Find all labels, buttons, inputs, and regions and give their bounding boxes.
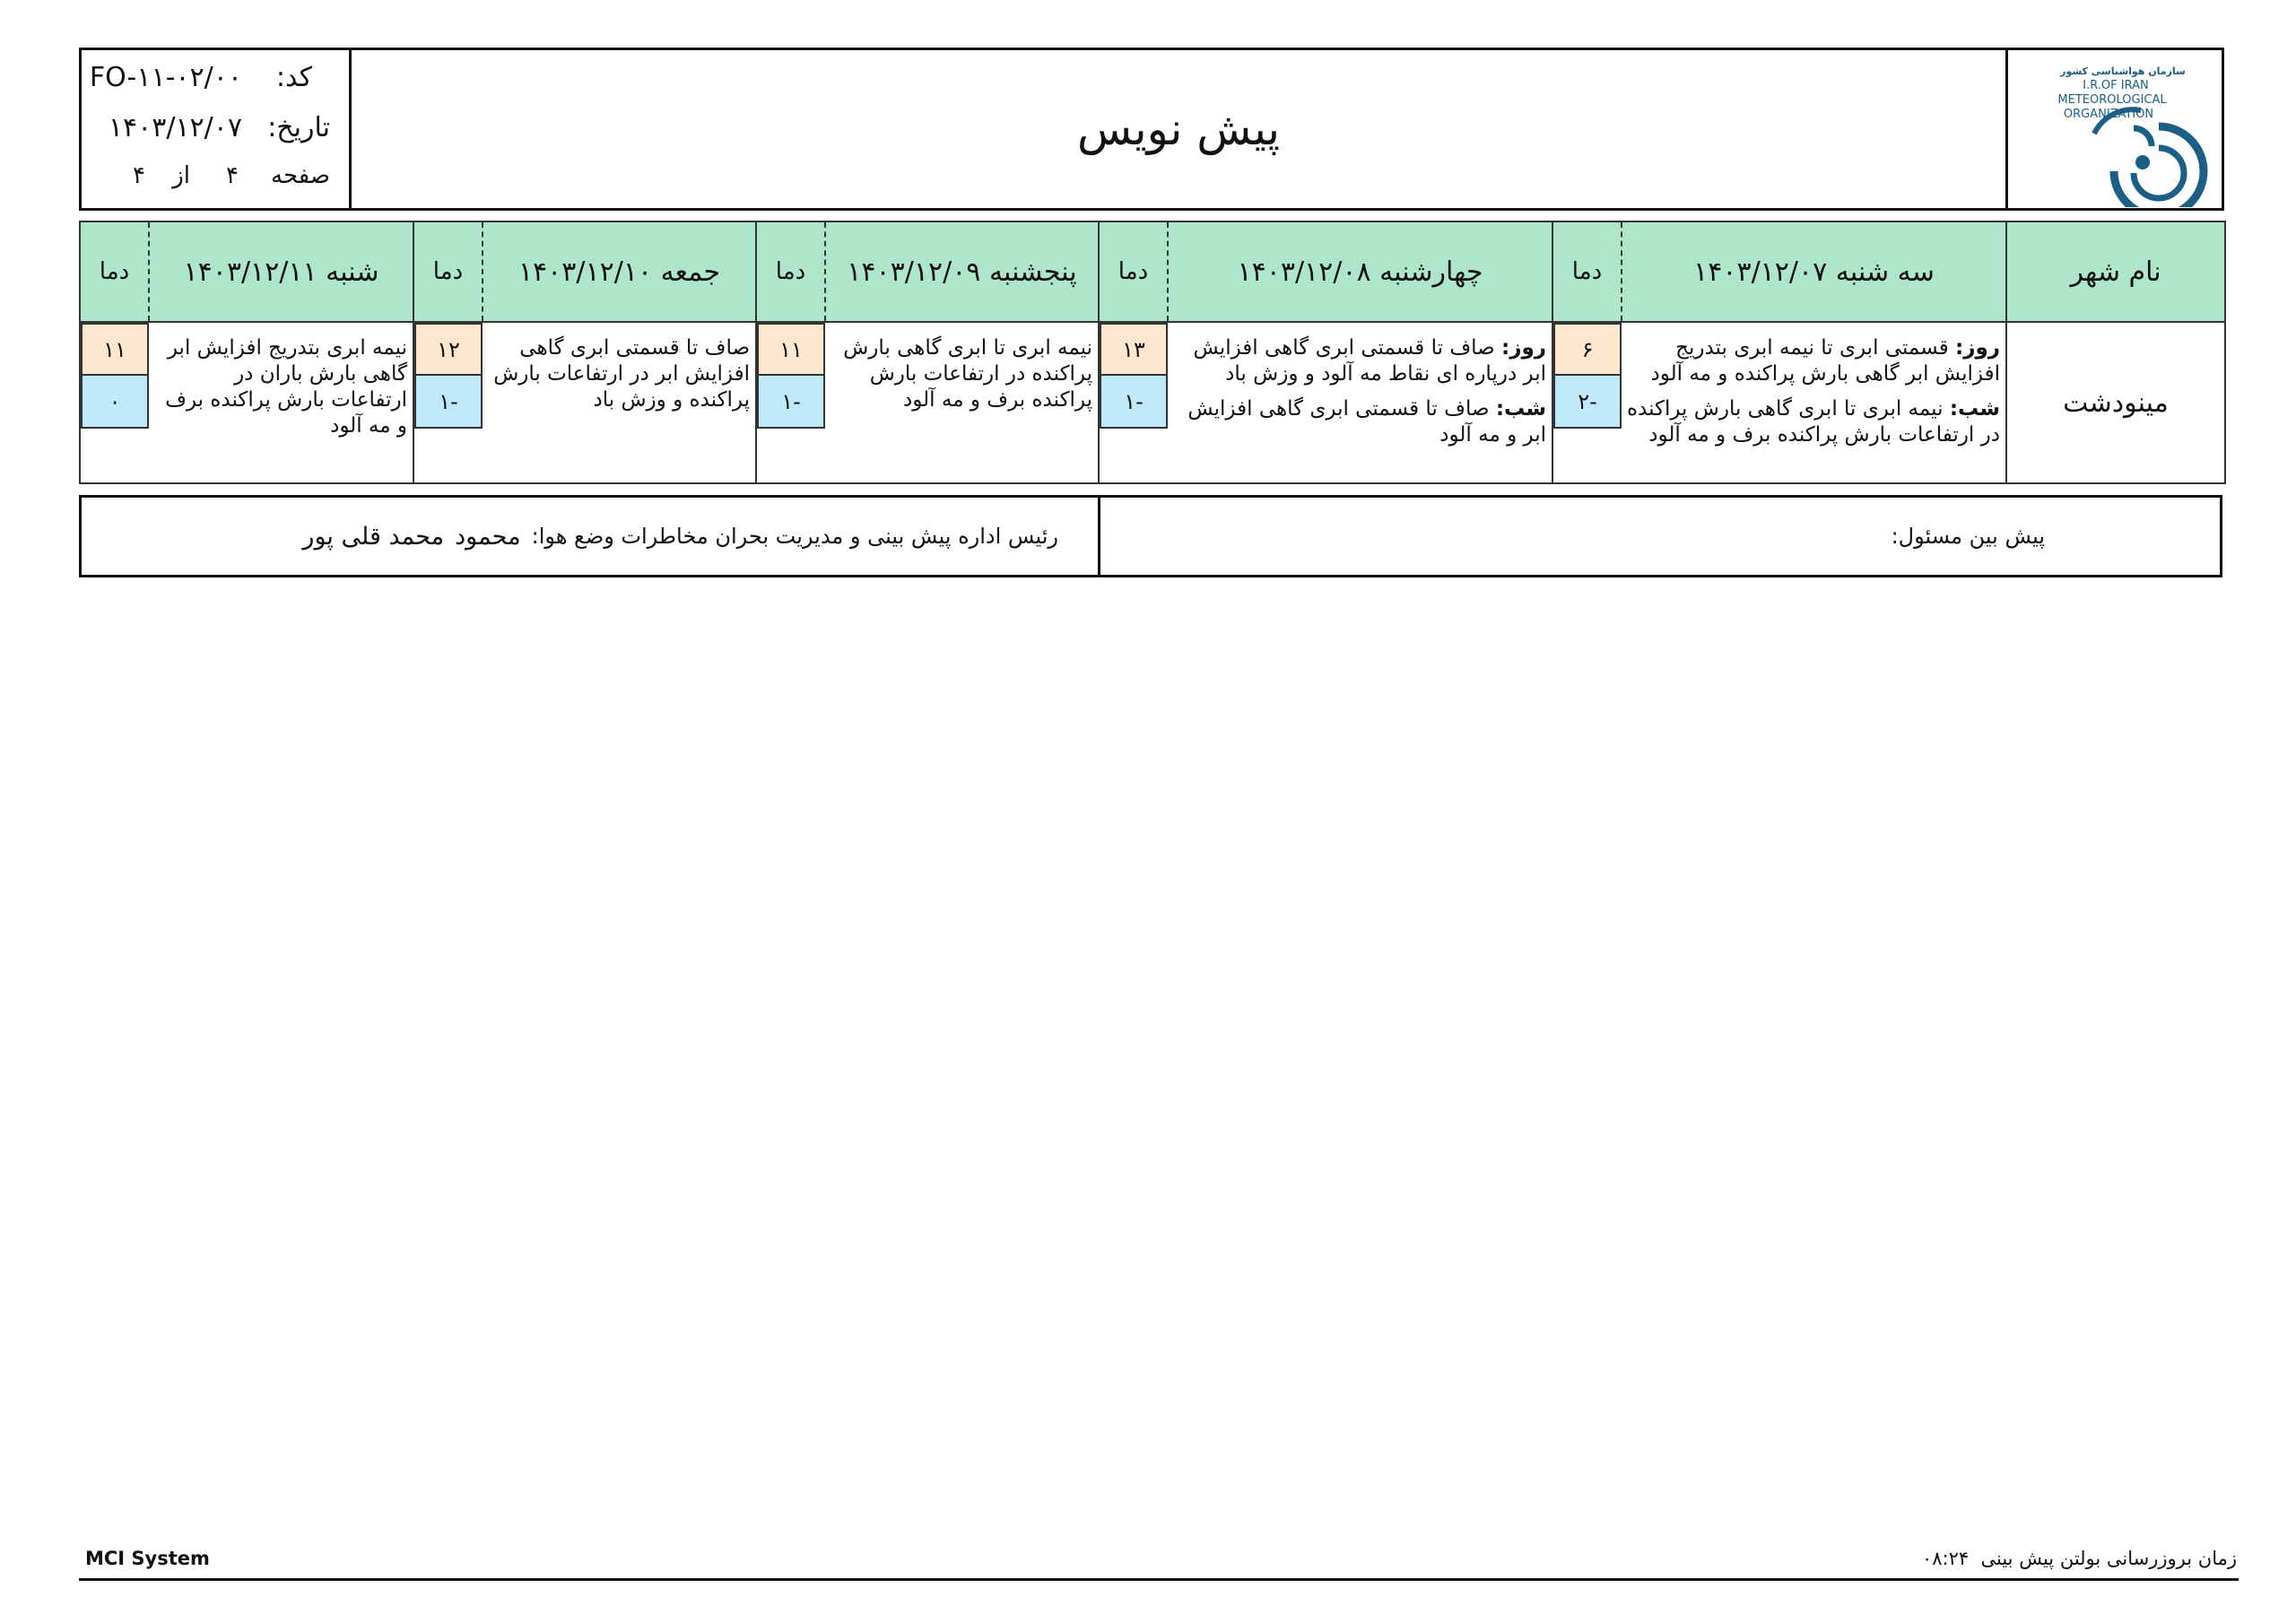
date-value: ۱۴۰۳/۱۲/۰۷ bbox=[108, 112, 242, 143]
date-label: تاریخ: bbox=[267, 112, 330, 143]
temp-cell bbox=[756, 322, 825, 483]
meteorological-organization-logo bbox=[2008, 48, 2223, 207]
temp-header: دما bbox=[1552, 221, 1622, 322]
city-header: نام شهر bbox=[2006, 221, 2225, 322]
temp-cell bbox=[1099, 322, 1168, 483]
temp-header: دما bbox=[413, 221, 483, 322]
code-row bbox=[79, 62, 348, 107]
code-label: کد: bbox=[275, 62, 312, 93]
night-label: شب: bbox=[1949, 397, 2000, 421]
head-last-name: محمد قلی پور bbox=[302, 522, 445, 551]
night-text: نیمه ابری تا ابری گاهی بارش پراکنده در ارتفاعات بارش پراکنده برف و مه آلود bbox=[1626, 397, 2000, 447]
night-forecast bbox=[1625, 396, 2000, 448]
forecast-cell bbox=[1622, 322, 2006, 483]
head-label: رئیس اداره پیش بینی و مدیریت بحران مخاطرات وضع هوا: bbox=[531, 524, 1058, 549]
page-of: از bbox=[172, 162, 190, 189]
day-text: قسمتی ابری تا نیمه ابری بتدریج افزایش ابر گاهی بارش پراکنده و مه آلود bbox=[1650, 336, 2000, 386]
min-temp: ۰ bbox=[81, 376, 149, 429]
max-temp: ۱۱ bbox=[81, 323, 149, 376]
night-label: شب: bbox=[1495, 397, 1546, 421]
day-header: سه شنبه ۱۴۰۳/۱۲/۰۷ bbox=[1622, 221, 2006, 322]
footer-update-time bbox=[1794, 1548, 2237, 1569]
logo-text-en-3: ORGANIZATION bbox=[2063, 108, 2154, 121]
footer-system: MCI System bbox=[85, 1548, 210, 1569]
update-time: ۰۸:۲۴ bbox=[1921, 1548, 1970, 1569]
day-forecast bbox=[1651, 336, 2000, 386]
day-header: شنبه ۱۴۰۳/۱۲/۱۱ bbox=[149, 221, 413, 322]
department-head bbox=[179, 495, 1058, 577]
day-label: روز: bbox=[1501, 336, 1546, 360]
page-current: ۴ bbox=[226, 162, 239, 189]
document-meta bbox=[79, 48, 352, 211]
min-temp: -۱ bbox=[757, 376, 825, 429]
page-label: صفحه bbox=[271, 162, 330, 189]
day-forecast bbox=[1194, 336, 1547, 386]
day-label: روز: bbox=[1955, 336, 2000, 360]
logo-text-en-1: I.R.OF IRAN bbox=[2083, 79, 2149, 92]
table-header-row bbox=[80, 221, 2225, 322]
min-temp: -۱ bbox=[414, 376, 483, 429]
day-header: چهارشنبه ۱۴۰۳/۱۲/۰۸ bbox=[1168, 221, 1552, 322]
logo-text-fa: سازمان هواشناسی کشور bbox=[2060, 65, 2186, 77]
night-forecast bbox=[1171, 396, 1546, 448]
date-row bbox=[79, 112, 348, 157]
page-row bbox=[79, 162, 348, 207]
min-temp: -۱ bbox=[1100, 376, 1168, 429]
page-title: پیش نویس bbox=[1076, 103, 1281, 155]
forecast-cell bbox=[1168, 322, 1552, 483]
forecast-cell: صاف تا قسمتی ابری گاهی افزایش ابر در ارتفاعات بارش پراکنده و وزش باد bbox=[483, 322, 756, 483]
max-temp: ۱۱ bbox=[757, 323, 825, 376]
day-header: پنجشنبه ۱۴۰۳/۱۲/۰۹ bbox=[825, 221, 1099, 322]
night-text: صاف تا قسمتی ابری گاهی افزایش ابر و مه آلود bbox=[1187, 397, 1546, 447]
max-temp: ۶ bbox=[1553, 323, 1622, 376]
forecast-cell: نیمه ابری بتدریج افزایش ابر گاهی بارش باران در ارتفاعات بارش پراکنده برف و مه آلود bbox=[149, 322, 413, 483]
min-temp: -۲ bbox=[1553, 376, 1622, 429]
logo-text-en-2: METEOROLOGICAL bbox=[2057, 93, 2167, 107]
table-row bbox=[80, 322, 2225, 483]
code-value: FO-۱۱-۰۲/۰۰ bbox=[89, 62, 242, 93]
temp-cell bbox=[413, 322, 483, 483]
update-label: زمان بروزرسانی بولتن پیش بینی bbox=[1980, 1548, 2237, 1569]
forecaster-label: پیش بین مسئول: bbox=[1891, 524, 2045, 549]
temp-cell bbox=[80, 322, 149, 483]
logo bbox=[2005, 48, 2224, 211]
page-total: ۴ bbox=[133, 162, 145, 189]
max-temp: ۱۳ bbox=[1100, 323, 1168, 376]
max-temp: ۱۲ bbox=[414, 323, 483, 376]
footer-rule bbox=[79, 1578, 2239, 1581]
city-name: مینودشت bbox=[2006, 322, 2225, 483]
head-first-name: محمود bbox=[455, 522, 521, 551]
temp-cell bbox=[1552, 322, 1622, 483]
forecast-cell: نیمه ابری تا ابری گاهی بارش پراکنده در ارتفاعات بارش پراکنده برف و مه آلود bbox=[825, 322, 1099, 483]
day-text: صاف تا قسمتی ابری گاهی افزایش ابر درپاره ای نقاط مه آلود و وزش باد bbox=[1193, 336, 1546, 386]
signature-divider bbox=[1098, 495, 1100, 577]
forecast-table bbox=[79, 221, 2226, 484]
temp-header: دما bbox=[756, 221, 825, 322]
day-header: جمعه ۱۴۰۳/۱۲/۱۰ bbox=[483, 221, 756, 322]
temp-header: دما bbox=[80, 221, 149, 322]
temp-header: دما bbox=[1099, 221, 1168, 322]
